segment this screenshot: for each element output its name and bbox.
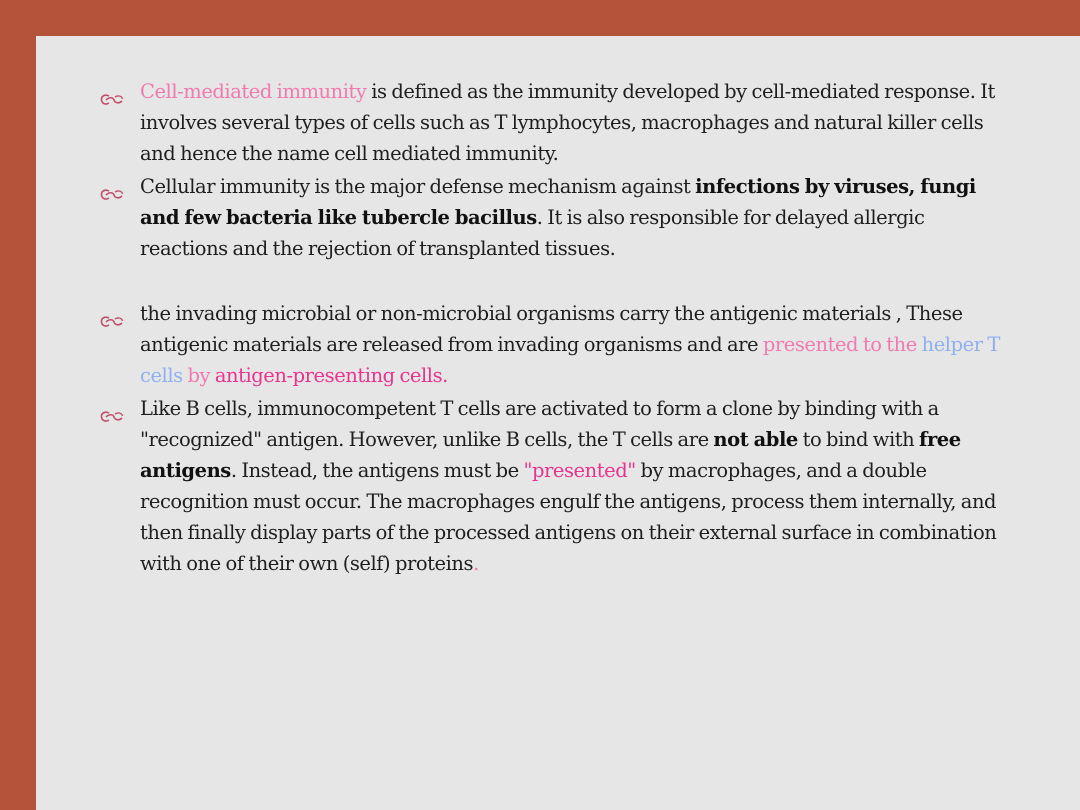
bullet-text-run: . It is also responsible for delayed allergic reactions and the rejection of transplanted tissues. bbox=[140, 206, 925, 260]
bullet-swirl-icon bbox=[100, 85, 124, 99]
bullet-text-run: by macrophages, and a double recognition must occur. The macrophages engulf the antigens, process them internally, and then finally display parts of the processed antigens on their external surface in combination with one of their own (self) proteins bbox=[140, 459, 997, 575]
bullet-item bbox=[100, 393, 1000, 579]
bullet-text-run: antigen-presenting cells. bbox=[214, 364, 448, 387]
bullet-swirl-icon bbox=[100, 402, 124, 416]
bullet-item bbox=[100, 171, 1000, 264]
bullet-text-run: helper T cells bbox=[140, 333, 1000, 387]
bullet-text-run: to bind with bbox=[797, 428, 920, 451]
bullet-text-run: "presented" bbox=[523, 459, 636, 482]
bullet-text-run: Cellular immunity is the major defense mechanism against bbox=[140, 175, 696, 198]
bullet-item bbox=[100, 298, 1000, 391]
bullet-item bbox=[100, 76, 1000, 169]
bullet-list bbox=[100, 76, 1000, 579]
bullet-text-run: free antigens bbox=[140, 428, 961, 482]
bullet-text-run: by bbox=[182, 364, 215, 387]
bullet-swirl-icon bbox=[100, 180, 124, 194]
bullet-text-run: not able bbox=[713, 428, 798, 451]
bullet-text-run: is defined as the immunity developed by cell-mediated response. It involves several types of cells such as T lymphocytes, macrophages and natural killer cells and hence the name cell mediated immunity. bbox=[140, 80, 995, 165]
bullet-text-run: Cell-mediated immunity bbox=[140, 80, 367, 103]
bullet-text-run: presented to the bbox=[762, 333, 922, 356]
bullet-text-run: infections by viruses, fungi and few bacteria like tubercle bacillus bbox=[140, 175, 976, 229]
bullet-swirl-icon bbox=[100, 307, 124, 321]
bullet-text-run: the invading microbial or non-microbial organisms carry the antigenic materials , These antigenic materials are released from invading organisms and are bbox=[140, 302, 963, 356]
bullet-text-run: . bbox=[473, 552, 479, 575]
bullet-text-run: . Instead, the antigens must be bbox=[230, 459, 524, 482]
bullet-text-run: Like B cells, immunocompetent T cells are activated to form a clone by binding with a "recognized" antigen. However, unlike B cells, the T cells are bbox=[140, 397, 939, 451]
